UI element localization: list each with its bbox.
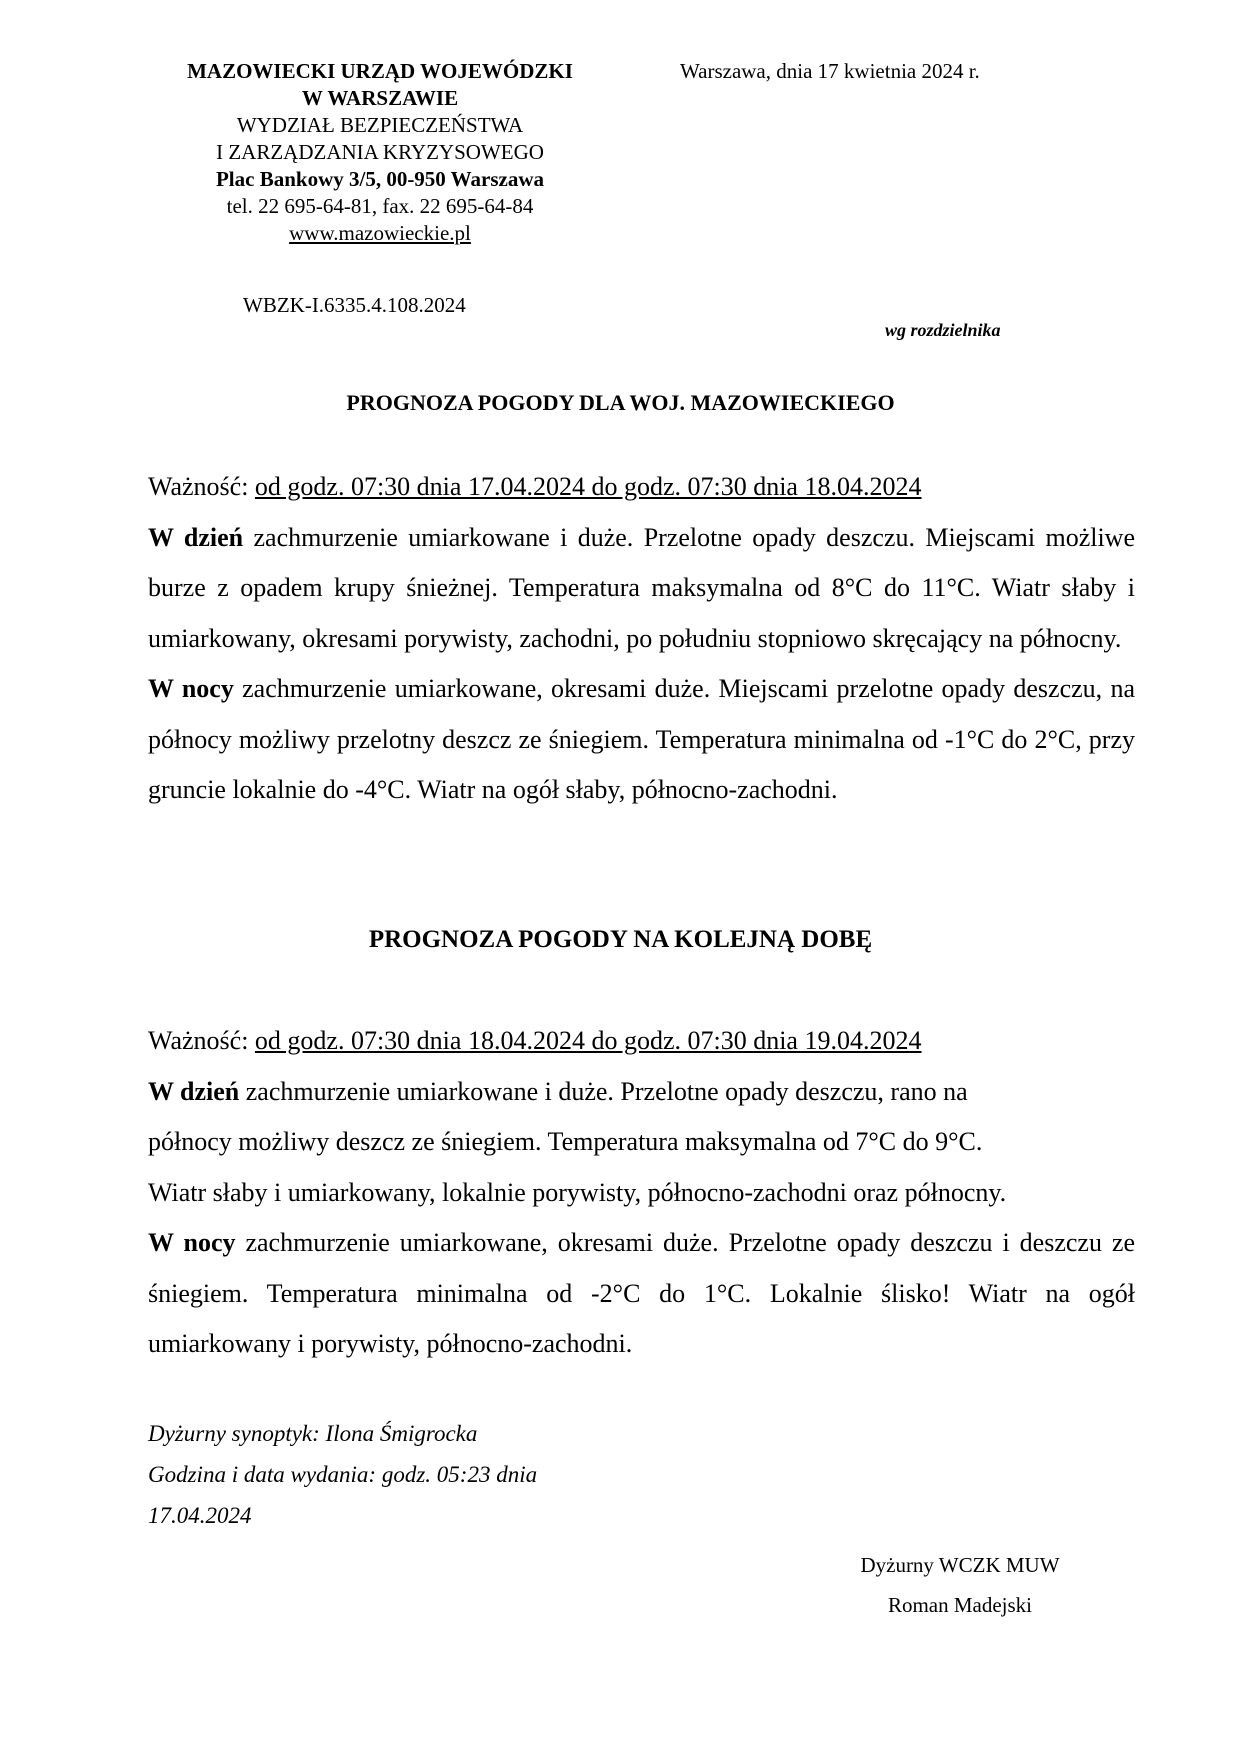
issued-line2: 17.04.2024 — [148, 1503, 252, 1528]
forecast1-night — [148, 664, 1135, 816]
forecast2-night — [148, 1218, 1135, 1370]
phone-fax: tel. 22 695-64-81, fax. 22 695-64-84 — [226, 194, 534, 218]
letterhead — [130, 58, 630, 247]
issued-line1: Godzina i data wydania: godz. 05:23 dnia — [148, 1462, 538, 1487]
validity-value: od godz. 07:30 dnia 17.04.2024 do godz. 07:30 dnia 18.04.2024 — [254, 472, 922, 501]
day-label: W dzień — [148, 1076, 240, 1106]
forecast1-day — [148, 513, 1135, 665]
forecast2-title: PROGNOZA POGODY NA KOLEJNĄ DOBĘ — [368, 926, 873, 953]
day-text-line3: Wiatr słaby i umiarkowany, lokalnie porywisty, północno-zachodni oraz północny. — [148, 1177, 1007, 1207]
day-text-line1: zachmurzenie umiarkowane i duże. Przelotne opady deszczu, rano na — [239, 1076, 968, 1106]
forecast1-title: PROGNOZA POGODY DLA WOJ. MAZOWIECKIEGO — [346, 390, 895, 415]
night-text: zachmurzenie umiarkowane, okresami duże. Przelotne opady deszczu i deszczu ze śniegiem. Temperatura minimalna od -2°C do 1°C. Lokalnie ślisko! Wiatr na ogół umiarkowany i porywisty, północno-zachodni. — [148, 1228, 1135, 1358]
signature-name: Roman Madejski — [887, 1593, 1033, 1617]
forecast1-validity — [148, 462, 1135, 513]
office-name-line1: MAZOWIECKI URZĄD WOJEWÓDZKI — [187, 59, 573, 83]
forecast1-section — [148, 462, 1135, 816]
department-line2: I ZARZĄDZANIA KRYZYSOWEGO — [216, 140, 544, 164]
validity-label: Ważność: — [148, 472, 249, 501]
department-line1: WYDZIAŁ BEZPIECZEŃSTWA — [236, 113, 524, 137]
office-name-line2: W WARSZAWIE — [301, 86, 459, 110]
validity-label: Ważność: — [148, 1026, 249, 1055]
date-line: Warszawa, dnia 17 kwietnia 2024 r. — [680, 59, 980, 83]
reference-number: WBZK-I.6335.4.108.2024 — [243, 293, 466, 317]
footer — [148, 1413, 537, 1536]
validity-value: od godz. 07:30 dnia 18.04.2024 do godz. 07:30 dnia 19.04.2024 — [254, 1026, 922, 1055]
forecast2-validity — [148, 1016, 1135, 1067]
forecast2-day — [148, 1067, 1135, 1219]
day-label: W dzień — [148, 522, 244, 552]
night-text: zachmurzenie umiarkowane, okresami duże. Miejscami przelotne opady deszczu, na północy możliwy przelotny deszcz ze śniegiem. Temperatura minimalna od -1°C do 2°C, przy gruncie lokalnie do -4°C. Wiatr na ogół słaby, północno-zachodni. — [148, 674, 1135, 804]
signature-block — [845, 1545, 1075, 1625]
address: Plac Bankowy 3/5, 00-950 Warszawa — [215, 167, 545, 191]
forecast2-section — [148, 1016, 1135, 1370]
night-label: W nocy — [148, 1228, 236, 1257]
day-text-line2: północy możliwy deszcz ze śniegiem. Temperatura maksymalna od 7°C do 9°C. — [148, 1127, 983, 1156]
signature-role: Dyżurny WCZK MUW — [860, 1553, 1060, 1577]
forecaster: Dyżurny synoptyk: Ilona Śmigrocka — [148, 1421, 478, 1446]
day-text: zachmurzenie umiarkowane i duże. Przelotne opady deszczu. Miejscami możliwe burze z opadem krupy śnieżnej. Temperatura maksymalna od 8°C do 11°C. Wiatr słaby i umiarkowany, okresami porywisty, zachodni, po południu stopniowo skręcający na północny. — [148, 522, 1135, 653]
recipient: wg rozdzielnika — [885, 320, 1001, 340]
website-link[interactable]: www.mazowieckie.pl — [289, 221, 471, 245]
night-label: W nocy — [148, 674, 234, 703]
